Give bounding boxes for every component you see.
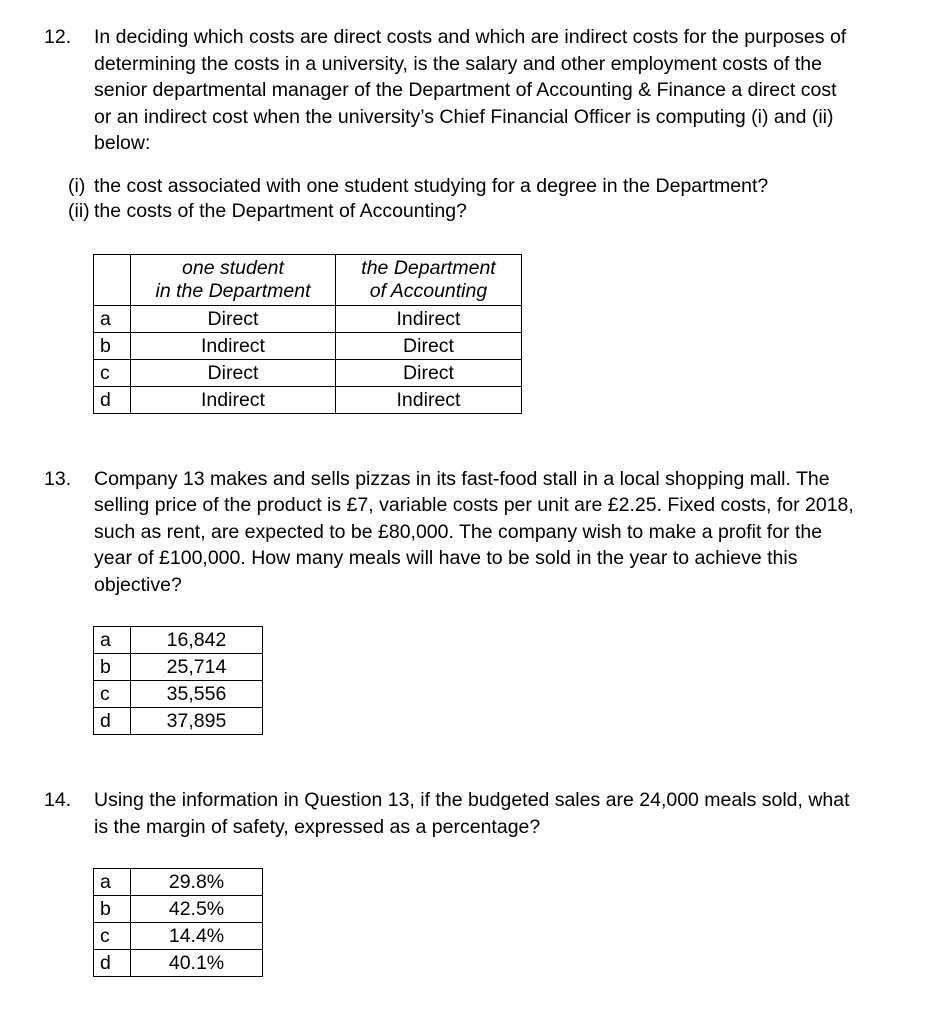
option-letter: b — [94, 896, 131, 923]
option-value: 16,842 — [131, 627, 263, 654]
option-col2: Direct — [336, 332, 522, 359]
question-14-text: Using the information in Question 13, if the budgeted sales are 24,000 meals sold, what is the margin of safety, expressed as a percentage? — [94, 789, 850, 838]
header-col1-line2: in the Department — [155, 279, 311, 302]
question-13 — [44, 466, 896, 599]
option-col1: Indirect — [131, 332, 336, 359]
option-letter: c — [94, 359, 131, 386]
header-col2-line1: the Department — [361, 256, 496, 279]
question-14 — [44, 787, 896, 840]
spacer — [44, 735, 896, 787]
option-col1: Indirect — [131, 386, 336, 413]
header-col1-line1: one student — [182, 256, 284, 279]
question-12-subitem-ii-text: the costs of the Department of Accounting? — [94, 199, 467, 222]
question-12-text: In deciding which costs are direct costs and which are indirect costs for the purposes of determining the costs in a university, is the salary and other employment costs of the senior departmental manager of the Department of Accounting & Finance a direct cost or an indirect cost when the university’s Chief Financial Officer is computing (i) and (ii) below: — [94, 26, 847, 154]
option-value: 14.4% — [131, 923, 263, 950]
option-letter: d — [94, 708, 131, 735]
option-letter: a — [94, 627, 131, 654]
option-value: 37,895 — [131, 708, 263, 735]
table-row[interactable] — [94, 681, 263, 708]
option-letter: c — [94, 923, 131, 950]
option-letter: c — [94, 681, 131, 708]
table-row[interactable] — [94, 627, 263, 654]
table-row[interactable] — [94, 708, 263, 735]
option-letter: b — [94, 654, 131, 681]
table-row[interactable] — [94, 654, 263, 681]
header-col2-line2: of Accounting — [369, 279, 488, 302]
question-12-subitem-i-text: the cost associated with one student studying for a degree in the Department? — [94, 174, 769, 197]
question-12-body — [94, 24, 896, 157]
option-col1: Direct — [131, 305, 336, 332]
header-col1 — [131, 254, 336, 305]
option-col2: Direct — [336, 359, 522, 386]
question-12-subitem-i — [68, 174, 896, 199]
table-row[interactable] — [94, 386, 522, 413]
question-12-subitem-ii — [68, 199, 896, 224]
option-col2: Indirect — [336, 386, 522, 413]
header-col2 — [336, 254, 522, 305]
option-value: 40.1% — [131, 950, 263, 977]
option-value: 35,556 — [131, 681, 263, 708]
question-12-subitem-i-label: (i) — [68, 174, 86, 197]
table-row[interactable] — [94, 950, 263, 977]
question-13-number: 13. — [44, 467, 72, 490]
question-14-options-table — [93, 868, 263, 977]
option-value: 25,714 — [131, 654, 263, 681]
question-12-subitems — [68, 174, 896, 224]
question-12 — [44, 24, 896, 157]
table-row[interactable] — [94, 896, 263, 923]
spacer — [44, 414, 896, 466]
table-row[interactable] — [94, 359, 522, 386]
option-letter: a — [94, 869, 131, 896]
option-letter: d — [94, 386, 131, 413]
option-letter: a — [94, 305, 131, 332]
table-row[interactable] — [94, 332, 522, 359]
question-14-body — [94, 787, 896, 840]
header-blank-cell — [94, 254, 131, 305]
table-row[interactable] — [94, 923, 263, 950]
option-col1: Direct — [131, 359, 336, 386]
table-row[interactable] — [94, 305, 522, 332]
question-12-subitem-ii-label: (ii) — [68, 199, 90, 222]
option-letter: b — [94, 332, 131, 359]
option-value: 29.8% — [131, 869, 263, 896]
table-header-row — [94, 254, 522, 305]
question-13-body — [94, 466, 896, 599]
question-14-number: 14. — [44, 789, 72, 811]
question-13-options-table — [93, 626, 263, 735]
question-13-text: Company 13 makes and sells pizzas in its fast-food stall in a local shopping mall. The selling price of the product is £7, variable costs per unit are £2.25. Fixed costs, for 2018, such as rent, are expected to be £80,000. The company wish to make a profit for the year of £100,000. How many meals will have to be sold in the year to achieve this objective? — [94, 467, 854, 596]
question-12-number: 12. — [44, 26, 72, 48]
question-12-options-table — [93, 254, 522, 414]
option-col2: Indirect — [336, 305, 522, 332]
option-letter: d — [94, 950, 131, 977]
option-value: 42.5% — [131, 896, 263, 923]
table-row[interactable] — [94, 869, 263, 896]
